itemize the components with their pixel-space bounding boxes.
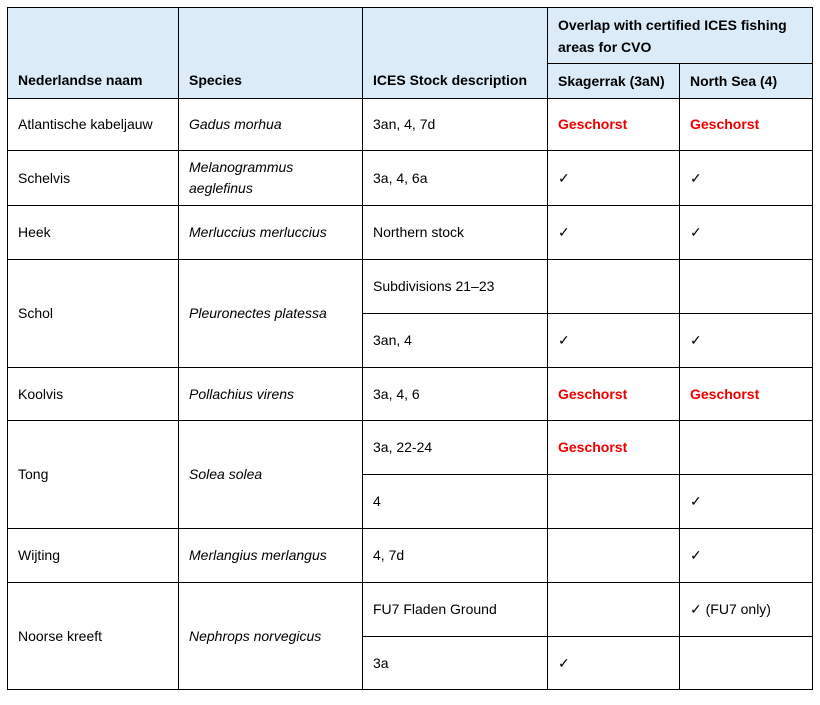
skagerrak-cell: [548, 260, 680, 314]
table-row: [8, 260, 813, 314]
stock-description-cell: 3a: [363, 637, 548, 690]
skagerrak-cell: [548, 475, 680, 529]
skagerrak-cell: ✓: [548, 206, 680, 260]
north-sea-cell: ✓: [680, 206, 813, 260]
species-cell: Pollachius virens: [179, 368, 363, 421]
skagerrak-cell: [548, 583, 680, 637]
col-header-skagerrak: Skagerrak (3aN): [548, 64, 680, 99]
table-row: [8, 151, 813, 206]
north-sea-cell: ✓: [680, 475, 813, 529]
species-cell: Gadus morhua: [179, 99, 363, 151]
dutch-name-cell: Schelvis: [8, 151, 179, 206]
species-cell: Merluccius merluccius: [179, 206, 363, 260]
col-header-stock-description: ICES Stock description: [363, 8, 548, 99]
skagerrak-cell: [548, 529, 680, 583]
dutch-name-cell: Atlantische kabeljauw: [8, 99, 179, 151]
dutch-name-cell: Koolvis: [8, 368, 179, 421]
stock-description-cell: 4: [363, 475, 548, 529]
north-sea-cell: ✓: [680, 529, 813, 583]
ices-stock-table: [7, 7, 813, 690]
table-row: [8, 206, 813, 260]
dutch-name-cell: Tong: [8, 421, 179, 529]
north-sea-cell: Geschorst: [680, 368, 813, 421]
table-row: [8, 368, 813, 421]
table-row: [8, 421, 813, 475]
dutch-name-cell: Heek: [8, 206, 179, 260]
north-sea-cell: [680, 637, 813, 690]
col-header-dutch-name: Nederlandse naam: [8, 8, 179, 99]
col-header-overlap: Overlap with certified ICES fishing areas for CVO: [548, 8, 813, 64]
dutch-name-cell: Wijting: [8, 529, 179, 583]
table-row: [8, 99, 813, 151]
north-sea-cell: [680, 421, 813, 475]
species-cell: Merlangius merlangus: [179, 529, 363, 583]
species-cell: Solea solea: [179, 421, 363, 529]
stock-description-cell: Subdivisions 21–23: [363, 260, 548, 314]
skagerrak-cell: Geschorst: [548, 368, 680, 421]
col-header-species: Species: [179, 8, 363, 99]
stock-description-cell: 3an, 4, 7d: [363, 99, 548, 151]
table-row: [8, 529, 813, 583]
skagerrak-cell: Geschorst: [548, 99, 680, 151]
species-cell: Nephrops norvegicus: [179, 583, 363, 690]
skagerrak-cell: ✓: [548, 637, 680, 690]
stock-description-cell: 4, 7d: [363, 529, 548, 583]
stock-description-cell: Northern stock: [363, 206, 548, 260]
stock-description-cell: 3a, 4, 6: [363, 368, 548, 421]
stock-description-cell: 3an, 4: [363, 314, 548, 368]
dutch-name-cell: Noorse kreeft: [8, 583, 179, 690]
table-body: [8, 99, 813, 690]
stock-description-cell: 3a, 22-24: [363, 421, 548, 475]
north-sea-cell: [680, 260, 813, 314]
table-row: [8, 583, 813, 637]
north-sea-cell: ✓: [680, 314, 813, 368]
skagerrak-cell: ✓: [548, 314, 680, 368]
species-cell: Melanogrammus aeglefinus: [179, 151, 363, 206]
col-header-north-sea: North Sea (4): [680, 64, 813, 99]
north-sea-cell: ✓ (FU7 only): [680, 583, 813, 637]
stock-description-cell: FU7 Fladen Ground: [363, 583, 548, 637]
stock-description-cell: 3a, 4, 6a: [363, 151, 548, 206]
skagerrak-cell: ✓: [548, 151, 680, 206]
skagerrak-cell: Geschorst: [548, 421, 680, 475]
north-sea-cell: ✓: [680, 151, 813, 206]
north-sea-cell: Geschorst: [680, 99, 813, 151]
species-cell: Pleuronectes platessa: [179, 260, 363, 368]
table-header: [8, 8, 813, 99]
dutch-name-cell: Schol: [8, 260, 179, 368]
